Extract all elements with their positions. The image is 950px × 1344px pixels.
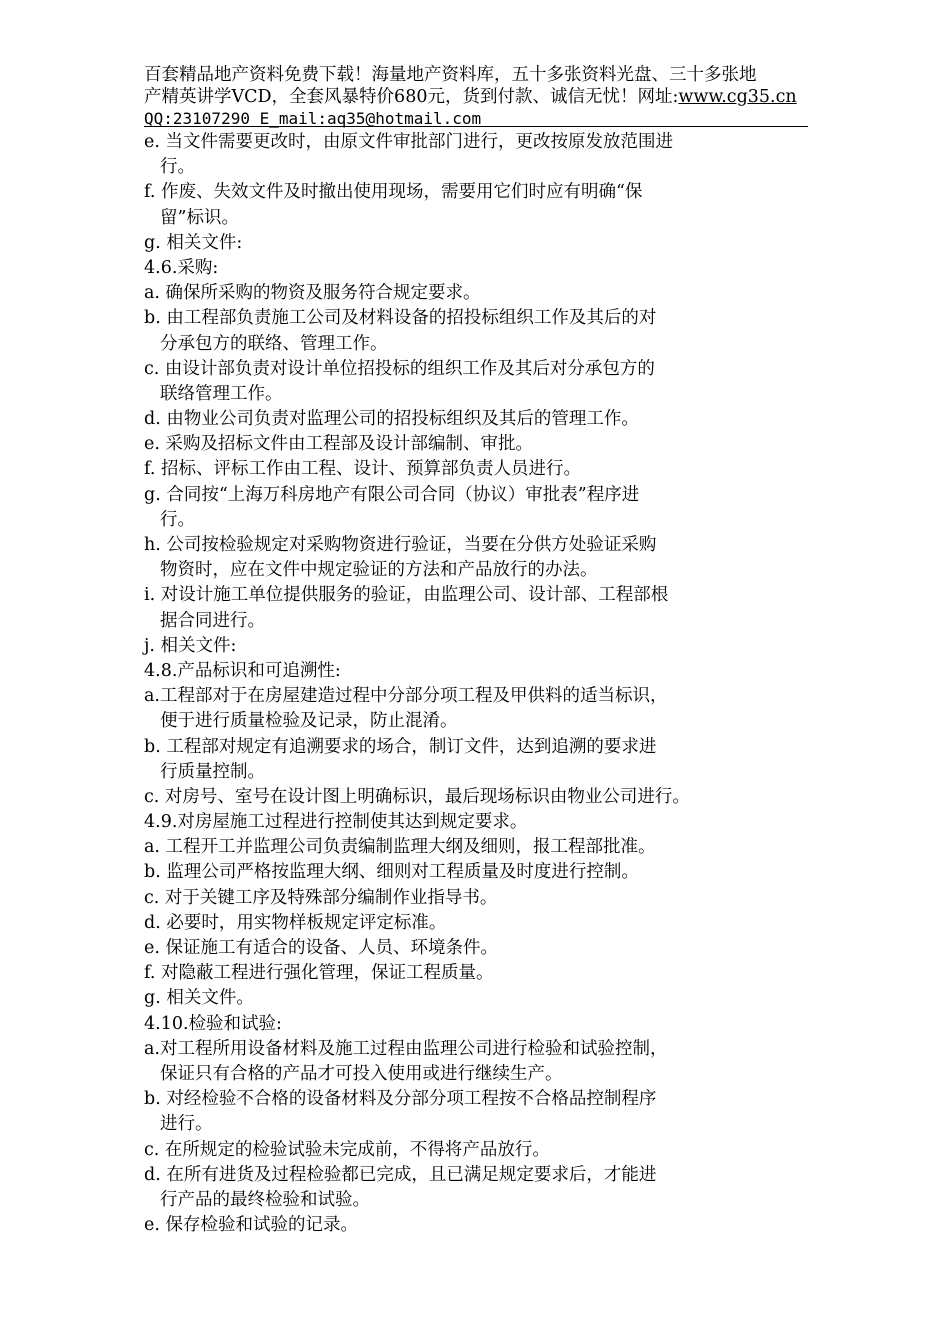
text-line: e. 采购及招标文件由工程部及设计部编制、审批。 [144, 434, 533, 455]
header-contact-line: QQ:23107290 E_mail:aq35@hotmail.com [144, 109, 482, 128]
text-line: b. 工程部对规定有追溯要求的场合，制订文件，达到追溯的要求进 [144, 736, 657, 757]
text-line: j. 相关文件: [144, 635, 237, 656]
text-line: f. 作废、失效文件及时撤出使用现场，需要用它们时应有明确“保 [144, 182, 643, 203]
text-line: a.工程部对于在房屋建造过程中分部分项工程及甲供料的适当标识， [144, 686, 668, 707]
text-line: 保证只有合格的产品才可投入使用或进行继续生产。 [160, 1063, 563, 1084]
text-line: d. 在所有进货及过程检验都已完成，且已满足规定要求后，才能进 [144, 1164, 657, 1185]
text-line: f. 对隐蔽工程进行强化管理，保证工程质量。 [144, 963, 494, 984]
text-line: a. 确保所采购的物资及服务符合规定要求。 [144, 283, 481, 304]
website-link[interactable]: www.cg35.cn [678, 87, 797, 107]
section-heading: 4.10.检验和试验: [144, 1013, 282, 1034]
text-line: c. 在所规定的检验试验未完成前，不得将产品放行。 [144, 1139, 550, 1160]
text-line: 行产品的最终检验和试验。 [160, 1189, 370, 1210]
text-line: e. 保证施工有适合的设备、人员、环境条件。 [144, 938, 498, 958]
text-line: 行。 [160, 157, 195, 178]
text-line: g. 相关文件。 [144, 988, 254, 1009]
text-line: 据合同进行。 [160, 610, 265, 631]
text-line: c. 由设计部负责对设计单位招投标的组织工作及其后对分承包方的 [144, 358, 655, 379]
text-line: c. 对房号、室号在设计图上明确标识，最后现场标识由物业公司进行。 [144, 786, 690, 807]
text-line: 联络管理工作。 [160, 383, 283, 404]
document-body [144, 130, 824, 1238]
header-ad-line-1: 百套精品地产资料免费下载！海量地产资料库，五十多张资料光盘、三十多张地 [144, 65, 757, 85]
text-line: b. 监理公司严格按监理大纲、细则对工程质量及时度进行控制。 [144, 862, 639, 883]
text-line: 进行。 [160, 1114, 213, 1135]
header-ad-line-2 [144, 86, 824, 108]
section-heading: 4.6.采购: [144, 257, 219, 278]
text-line: c. 对于关键工序及特殊部分编制作业指导书。 [144, 887, 498, 908]
text-line: 行质量控制。 [160, 761, 265, 782]
header-divider [144, 126, 808, 127]
text-line: e. 保存检验和试验的记录。 [144, 1215, 358, 1236]
text-line: 便于进行质量检验及记录，防止混淆。 [160, 711, 458, 732]
text-line: 行。 [160, 509, 195, 530]
header-ad-text: 产精英讲学VCD，全套风暴特价680元，货到付款、诚信无忧！网址: [144, 87, 679, 107]
section-heading: 4.8.产品标识和可追溯性: [144, 660, 341, 681]
text-line: e. 当文件需要更改时，由原文件审批部门进行，更改按原发放范围进 [144, 132, 673, 152]
text-line: 分承包方的联络、管理工作。 [160, 333, 388, 354]
text-line: b. 对经检验不合格的设备材料及分部分项工程按不合格品控制程序 [144, 1089, 657, 1110]
text-line: g. 相关文件: [144, 232, 243, 253]
text-line: i. 对设计施工单位提供服务的验证，由监理公司、设计部、工程部根 [144, 585, 669, 606]
text-line: a.对工程所用设备材料及施工过程由监理公司进行检验和试验控制， [144, 1038, 668, 1059]
text-line: 留”标识。 [160, 207, 239, 228]
text-line: a. 工程开工并监理公司负责编制监理大纲及细则，报工程部批准。 [144, 837, 656, 858]
text-line: f. 招标、评标工作由工程、设计、预算部负责人员进行。 [144, 459, 581, 480]
text-line: d. 由物业公司负责对监理公司的招投标组织及其后的管理工作。 [144, 409, 639, 430]
text-line: 物资时，应在文件中规定验证的方法和产品放行的办法。 [160, 560, 598, 581]
section-heading: 4.9.对房屋施工过程进行控制使其达到规定要求。 [144, 812, 528, 833]
text-line: g. 合同按“上海万科房地产有限公司合同（协议）审批表”程序进 [144, 484, 640, 505]
text-line: h. 公司按检验规定对采购物资进行验证，当要在分供方处验证采购 [144, 535, 657, 555]
text-line: d. 必要时，用实物样板规定评定标准。 [144, 912, 447, 933]
page-header [144, 64, 824, 130]
text-line: b. 由工程部负责施工公司及材料设备的招投标组织工作及其后的对 [144, 308, 657, 329]
